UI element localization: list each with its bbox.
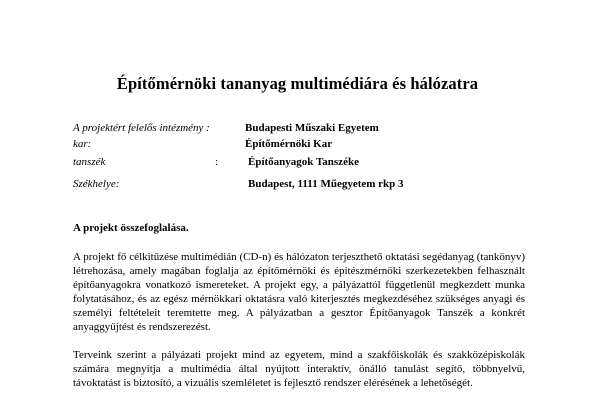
- faculty-value: Építőmérnöki Kar: [245, 138, 333, 150]
- institution-label: A projektért felelős intézmény :: [73, 122, 210, 134]
- summary-paragraph-2: Terveink szerint a pályázati projekt mind az egyetem, mind a szakfőiskolák és szakközépiskolák számára megnyitja a multimédia által nyújtott interaktív, önálló tanulást segítő, többnyelvű, távoktatást is biztosító, a vizuális szemléletet is fejlesztő rendszer elérésének a lehetőségét.: [73, 349, 525, 390]
- seat-label: Székhelye:: [73, 178, 120, 190]
- department-value: Építőanyagok Tanszéke: [248, 156, 359, 168]
- department-colon: :: [215, 156, 219, 168]
- institution-value: Budapesti Műszaki Egyetem: [245, 122, 379, 134]
- document-title: Építőmérnöki tananyag multimédiára és hálózatra: [116, 74, 479, 93]
- seat-value: Budapest, 1111 Műegyetem rkp 3: [248, 178, 404, 190]
- department-label: tanszék: [73, 156, 106, 168]
- summary-heading: A projekt összefoglalása.: [73, 222, 189, 234]
- faculty-label: kar:: [73, 138, 92, 150]
- summary-paragraph-1: A projekt fő célkitűzése multimédián (CD-n) és hálózaton terjeszthető oktatási segédanyag (tankönyv) létrehozása, amely magában foglalja az építőmérnöki és építészmérnöki szerkezetekben felhasznált építőanyagokra vonatkozó ismereteket. A projekt egy, a pályázattól függetlenül megkezdett munka folytatásához, és az egész mérnökkari oktatásra való kiterjesztés megkezdéséhez szükséges anyagi és személyi feltételeit teremtette meg. A pályázatban a gesztor Építőanyagok Tanszék a konkrét anyaggyűjtést és rendszerezést.: [73, 251, 525, 334]
